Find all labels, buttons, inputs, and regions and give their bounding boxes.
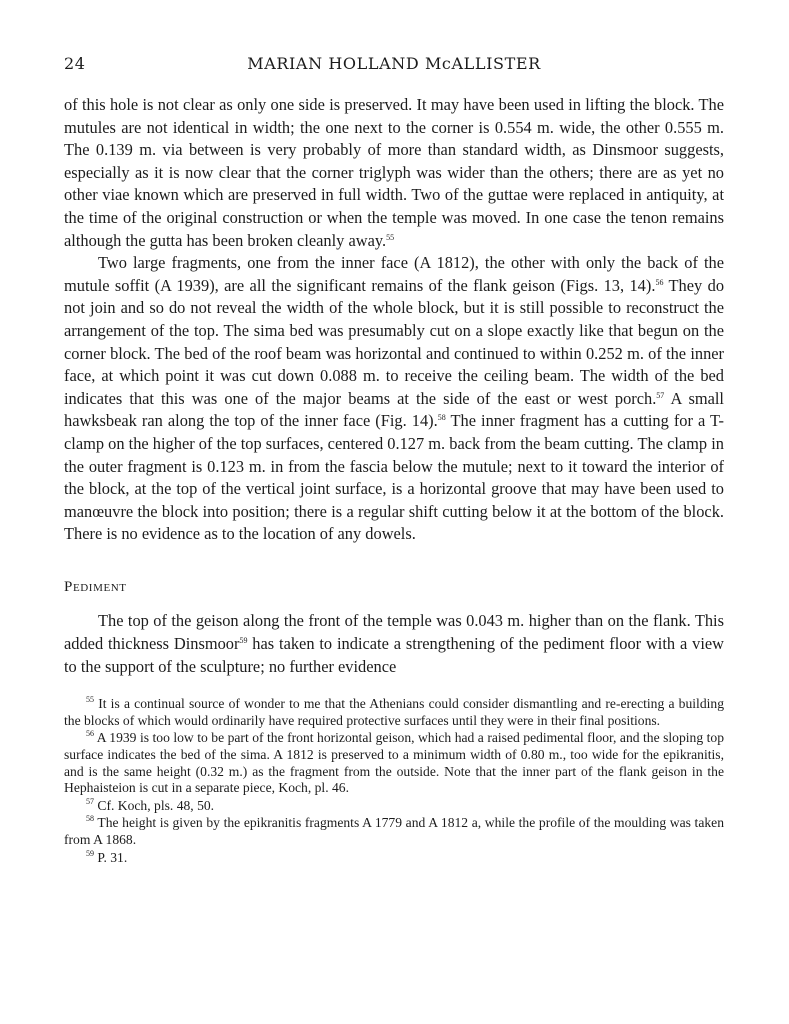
body-text: [64, 94, 724, 678]
footnote-ref-55: 55: [386, 232, 395, 242]
footnote-number: 59: [86, 848, 94, 858]
footnote-58: [64, 815, 724, 848]
footnote-text: A 1939 is too low to be part of the front horizontal geison, which had a raised pedimental floor, and the sloping top surface indicates the bed of the sima. A 1812 is preserved to a minimum width of 0.80 m., too wide for the epikranitis, and is the same height (0.32 m.) as the fragment from the outside. Note that the inner part of the flank geison in the Hephaisteion is cut in a separate piece, Koch, pl. 46.: [64, 730, 724, 796]
section-heading-pediment: Pediment: [64, 578, 127, 595]
footnote-number: 57: [86, 796, 94, 806]
footnote-ref-56: 56: [655, 277, 664, 287]
footnote-ref-58: 58: [437, 413, 446, 423]
footnote-number: 55: [86, 695, 94, 705]
footnote-ref-59: 59: [239, 636, 248, 646]
footnote-number: 58: [86, 814, 94, 824]
paragraph-2-text-b: They do not join and so do not reveal the width of the whole block, but it is still possible to reconstruct the arrangement of the top. The sima bed was presumably cut on a slope exactly like that begun on the corner block. The bed of the roof beam was horizontal and continued to within 0.252 m. of the inner face, at which point it was cut down 0.088 m. to receive the ceiling beam. The width of the bed indicates that this was one of the major beams at the side of the east or west porch.: [64, 275, 725, 408]
footnote-ref-57: 57: [656, 390, 665, 400]
paragraph-1-text: of this hole is not clear as only one side is preserved. It may have been used in lifting the block. The mutules are not identical in width; the one next to the corner is 0.554 m. wide, the other 0.555 m. The 0.139 m. via between is very probably of more than standard width, as Dinsmoor suggests, especially as it is now clear that the corner triglyph was wider than the others; there are as yet no other viae known which are preserved in full width. Two of the guttae were replaced in antiquity, at the time of the original construction or when the temple was moved. In one case the tenon remains although the gutta has been broken cleanly away.: [64, 95, 724, 250]
running-title: MARIAN HOLLAND McALLISTER: [247, 54, 541, 73]
footnotes: [64, 696, 724, 866]
paragraph-3-text-b: has taken to indicate a strengthening of the pediment floor with a view to the support of the sculpture; no further evidence: [64, 634, 724, 676]
paragraph-2-text-d: The inner fragment has a cutting for a T-clamp on the higher of the top surfaces, centered 0.127 m. back from the beam cutting. The clamp in the outer fragment is 0.123 m. in from the fascia below the mutule; next to it toward the interior of the block, at the top of the vertical joint surface, is a horizontal groove that may have been used to manœuvre the block into position; there is a regular shift cutting below it at the bottom of the block. There is no evidence as to the location of any dowels.: [64, 411, 724, 544]
paragraph-2-text-a: Two large fragments, one from the inner face (A 1812), the other with only the back of the mutule soffit (A 1939), are all the significant remains of the flank geison (Figs. 13, 14).: [64, 253, 724, 295]
footnote-56: [64, 730, 724, 796]
footnote-text: The height is given by the epikranitis fragments A 1779 and A 1812 a, while the profile of the moulding was taken from A 1868.: [64, 815, 724, 847]
footnote-55: [64, 696, 724, 729]
footnote-text: P. 31.: [94, 849, 128, 865]
paragraph-3-text-a: The top of the geison along the front of the temple was 0.043 m. higher than on the flank. This added thickness Dinsmoor: [64, 611, 724, 654]
page-number: 24: [64, 54, 86, 73]
footnote-text: Cf. Koch, pls. 48, 50.: [94, 797, 215, 813]
paragraph-1: [64, 94, 724, 252]
paragraph-2: [64, 252, 724, 546]
footnote-57: [64, 798, 724, 815]
running-header: [64, 54, 724, 78]
footnote-number: 56: [86, 729, 94, 739]
paragraph-2-text-c: A small hawksbeak ran along the top of the inner face (Fig. 14).: [64, 388, 724, 431]
footnote-59: [64, 850, 724, 867]
footnote-text: It is a continual source of wonder to me that the Athenians could consider dismantling and re-erecting a building the blocks of which would ordinarily have required protective surfaces until they were in their final positions.: [64, 696, 724, 728]
paragraph-3: [64, 610, 724, 678]
page: [64, 54, 724, 867]
